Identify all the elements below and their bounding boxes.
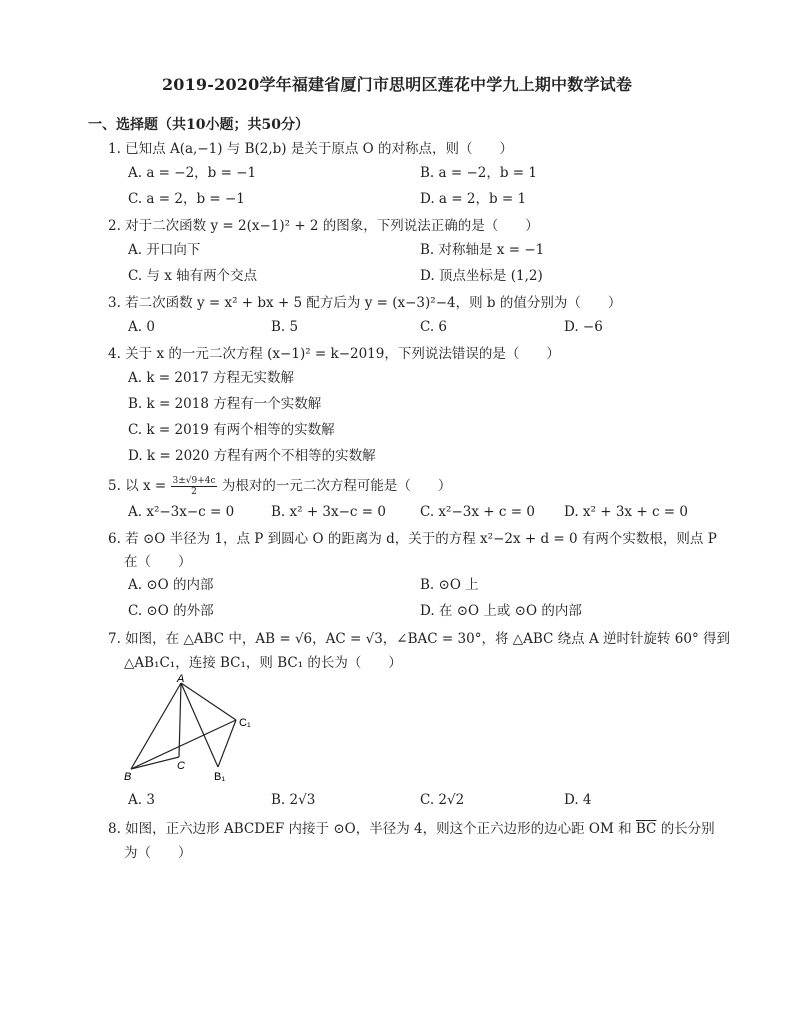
label-b: B <box>124 771 132 783</box>
question-5-option-c: C. x²−3x + c = 0 <box>420 504 535 520</box>
question-4-option-a: A. k = 2017 方程无实数解 <box>128 370 295 386</box>
question-1-option-a: A. a = −2，b = −1 <box>128 165 257 181</box>
question-8-stem-suffix: 的长分别 <box>660 821 715 837</box>
label-a: A <box>177 673 185 685</box>
question-2-stem: 2. 对于二次函数 y = 2(x−1)² + 2 的图象，下列说法正确的是（ ） <box>108 218 539 234</box>
question-1-option-c: C. a = 2，b = −1 <box>128 191 245 207</box>
label-c1: C₁ <box>239 717 251 729</box>
question-8-stem-prefix: 8. 如图，正六边形 ABCDEF 内接于 ⊙O，半径为 4，则这个正六边形的边心距 OM 和 <box>108 821 632 837</box>
question-5-fraction <box>171 476 216 497</box>
triangle-rotation-figure <box>118 672 268 790</box>
question-3-stem: 3. 若二次函数 y = x² + bx + 5 配方后为 y = (x−3)²−4，则 b 的值分别为（ ） <box>108 295 622 311</box>
question-6-option-b: B. ⊙O 上 <box>420 577 479 593</box>
fraction-denominator: 2 <box>191 487 197 497</box>
question-6-stem: 6. 若 ⊙O 半径为 1，点 P 到圆心 O 的距离为 d，关于的方程 x²−2x + d = 0 有两个实数根，则点 P <box>108 531 717 547</box>
question-2-option-c: C. 与 x 轴有两个交点 <box>128 268 258 284</box>
question-7-option-d: D. 4 <box>564 792 592 808</box>
question-8-stem <box>108 820 715 838</box>
arc-bc: $\overline{BC}$ <box>635 821 657 837</box>
question-2-option-b: B. 对称轴是 x = −1 <box>420 242 545 258</box>
question-5-stem <box>108 476 451 497</box>
question-3-option-d: D. −6 <box>564 319 603 335</box>
question-7-stem: 7. 如图，在 △ABC 中，AB = √6，AC = √3，∠BAC = 30°，将 △ABC 绕点 A 逆时针旋转 60° 得到 <box>108 631 730 647</box>
question-5-stem-suffix: 为根对的一元二次方程可能是（ ） <box>221 478 452 494</box>
question-1-stem: 1. 已知点 A(a,−1) 与 B(2,b) 是关于原点 O 的对称点，则（ ） <box>108 141 513 157</box>
question-1-option-b: B. a = −2，b = 1 <box>420 165 537 181</box>
question-7-option-c: C. 2√2 <box>420 792 465 808</box>
section-heading: 一、选择题（共10小题；共50分） <box>88 117 309 133</box>
question-4-option-d: D. k = 2020 方程有两个不相等的实数解 <box>128 448 376 464</box>
fraction-numerator: 3±√9+4c <box>172 476 216 486</box>
question-6-stem-continued: 在（ ） <box>124 554 192 570</box>
question-5-stem-prefix: 5. 以 x = <box>108 478 167 494</box>
question-5-option-a: A. x²−3x−c = 0 <box>128 504 235 520</box>
segment-ab <box>131 683 181 769</box>
question-1-option-d: D. a = 2，b = 1 <box>420 191 527 207</box>
question-5-option-d: D. x² + 3x + c = 0 <box>564 504 688 520</box>
question-5-option-b: B. x² + 3x−c = 0 <box>271 504 386 520</box>
question-6-option-d: D. 在 ⊙O 上或 ⊙O 的内部 <box>420 603 582 619</box>
page-title: 2019-2020学年福建省厦门市思明区莲花中学九上期中数学试卷 <box>161 75 633 94</box>
question-7-stem-continued: △AB₁C₁，连接 BC₁，则 BC₁ 的长为（ ） <box>124 655 402 671</box>
question-7-option-b: B. 2√3 <box>271 792 316 808</box>
question-7-option-a: A. 3 <box>128 792 155 808</box>
segment-bc <box>131 757 179 769</box>
question-2-option-a: A. 开口向下 <box>128 242 201 258</box>
question-4-option-b: B. k = 2018 方程有一个实数解 <box>128 396 322 412</box>
question-3-option-c: C. 6 <box>420 319 448 335</box>
question-3-option-b: B. 5 <box>271 319 299 335</box>
question-6-option-c: C. ⊙O 的外部 <box>128 603 214 619</box>
label-b1: B₁ <box>214 771 226 783</box>
question-4-option-c: C. k = 2019 有两个相等的实数解 <box>128 422 335 438</box>
question-2-option-d: D. 顶点坐标是 (1,2) <box>420 268 543 284</box>
question-4-stem: 4. 关于 x 的一元二次方程 (x−1)² = k−2019，下列说法错误的是（ ） <box>108 346 560 362</box>
label-c: C <box>177 760 185 772</box>
question-3-option-a: A. 0 <box>128 319 155 335</box>
question-8-stem-continued: 为（ ） <box>124 845 192 861</box>
question-6-option-a: A. ⊙O 的内部 <box>128 577 214 593</box>
